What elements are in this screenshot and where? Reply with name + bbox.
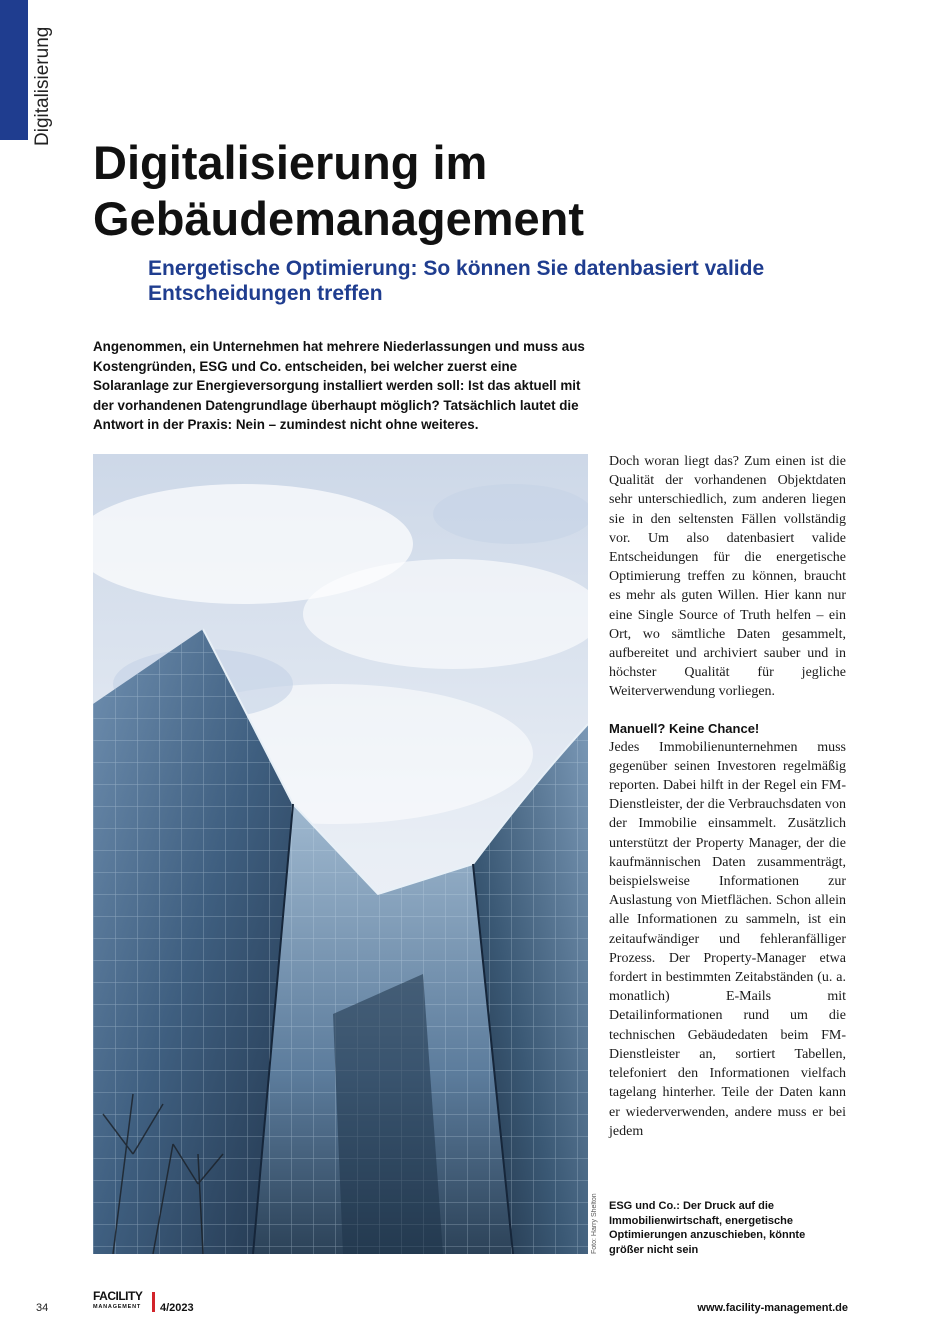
page-footer	[0, 1290, 948, 1320]
issue-number: 4/2023	[160, 1302, 194, 1314]
article-body	[609, 452, 846, 1141]
magazine-logo	[93, 1290, 149, 1316]
logo-accent-bar	[152, 1292, 155, 1312]
photo-credit: Foto: Harry Shelton	[591, 1193, 598, 1254]
page-number: 34	[36, 1302, 49, 1314]
article-title: Digitalisierung im Gebäudemanagement	[93, 136, 585, 245]
logo-wordmark: FACILITY	[93, 1289, 143, 1303]
article-photo	[93, 454, 588, 1254]
logo-subline: MANAGEMENT	[93, 1304, 142, 1310]
body-paragraph: Jedes Immobilienunternehmen muss gegenüber seinen Investoren regelmäßig reporten. Dabei hilft in der Regel ein FM-Dienstleister, der die Verbrauchsdaten von der Immobilie einsammelt. Zusätzlich unterstützt der Property Manager, der die kaufmännischen Daten zusammenträgt, beispielsweise Informationen zur Auslastung von Mietflächen. Schon allein alle Informationen zu sammeln, ist ein zeitaufwändiger und fehleranfälliger Prozess. Der Property-Manager etwa fordert in bestimmten Zeitabständen (u. a. monatlich) E-Mails mit Detailinformationen rund um die technischen Gebäudedaten beim FM-Dienstleister an, sortiert Tabellen, telefoniert den Informationen vielfach tagelang hinterher. Teile der Daten kann er wiederverwenden, andere muss er bei jedem	[609, 739, 846, 1139]
section-tab	[0, 0, 28, 140]
glass-building-illustration	[93, 454, 588, 1254]
website-link[interactable]: www.facility-management.de	[697, 1302, 848, 1314]
article-lead: Angenommen, ein Unternehmen hat mehrere Niederlassungen und muss aus Kostengründen, ESG und Co. entscheiden, bei welcher zuerst eine Solaranlage zur Energieversorgung installiert werden soll: Ist das aktuell mit der vorhandenen Datengrundlage überhaupt möglich? Tatsächlich lautet die Antwort in der Praxis: Nein – zumindest nicht ohne weiteres.	[93, 339, 585, 432]
photo-caption: ESG und Co.: Der Druck auf die Immobilienwirtschaft, energetische Optimierungen anzuschieben, könnte größer nicht sein	[609, 1200, 806, 1256]
article-subheading: Manuell? Keine Chance!	[609, 720, 760, 736]
body-paragraph: Doch woran liegt das? Zum einen ist die Qualität der vorhandenen Objektdaten sehr unterschiedlich, zum anderen liegen sie in den seltensten Fällen vollständig vor. Um also datenbasiert valide Entscheidungen für die energetische Optimierung treffen zu können, braucht es mehr als guten Willen. Hier kann nur eine Single Source of Truth helfen – ein Ort, wo sämtliche Daten gesammelt, aufbereitet und archiviert sauber und in höchster Qualität für jegliche Weiterverwendung vorliegen.	[609, 454, 846, 700]
article-subtitle: Energetische Optimierung: So können Sie datenbasiert valide Entscheidungen treffen	[148, 257, 765, 305]
section-label: Digitalisierung	[32, 26, 53, 146]
